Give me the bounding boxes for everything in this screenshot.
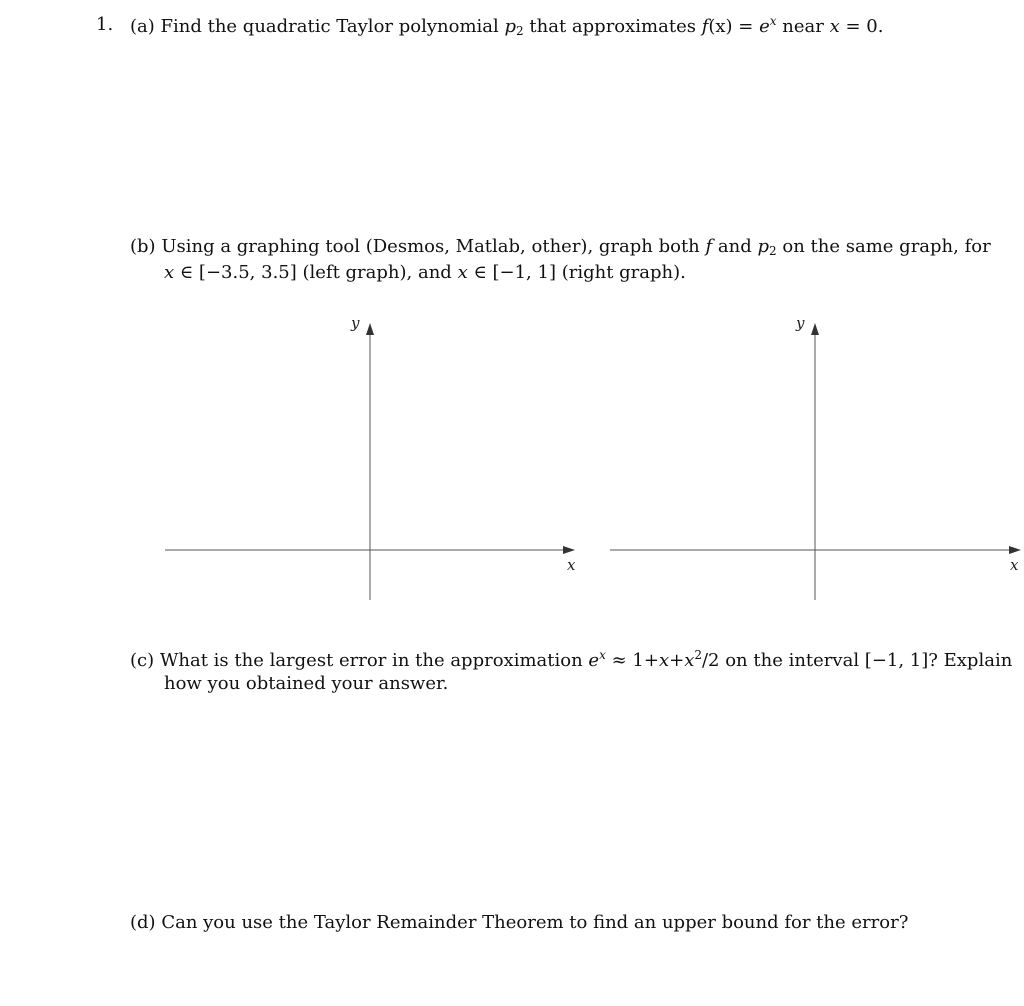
part-b-x2: x — [457, 262, 468, 283]
part-a-e: e — [759, 16, 770, 37]
part-a-fx: (x) = — [708, 16, 754, 37]
part-a-p: p — [504, 16, 517, 37]
part-c-sq: 2 — [694, 648, 702, 662]
left-x-label: x — [567, 556, 576, 574]
right-y-label: y — [796, 314, 805, 332]
part-b-text: Using a graphing tool (Desmos, Matlab, other), graph both — [161, 236, 700, 257]
part-a-x: x — [829, 16, 840, 37]
problem-number: 1. — [96, 14, 114, 35]
part-c-line-1 — [130, 648, 1012, 671]
part-a-eq0: = 0. — [845, 16, 884, 37]
left-y-arrow — [366, 323, 374, 335]
part-c-x1: x — [658, 650, 670, 671]
part-b-x1: x — [164, 262, 175, 283]
part-c-line-2: how you obtained your answer. — [164, 673, 449, 694]
part-c-e: e — [588, 650, 600, 671]
part-a-text-2: that approximates — [529, 16, 696, 37]
right-x-label: x — [1010, 556, 1019, 574]
part-a-f: f — [701, 16, 709, 37]
part-b-text-end: on the same graph, for — [782, 236, 991, 257]
part-b-label: (b) — [130, 236, 156, 257]
part-b-interval-2: ∈ [−1, 1] (right graph). — [473, 262, 686, 283]
left-x-arrow — [563, 546, 575, 554]
right-y-arrow — [811, 323, 819, 335]
part-b-and: and — [717, 236, 752, 257]
part-a-label: (a) — [130, 16, 155, 37]
part-a-e-sup: x — [769, 14, 777, 28]
part-c-approx: ≈ 1+ — [611, 650, 659, 671]
right-x-arrow — [1009, 546, 1021, 554]
part-c-e-sup: x — [599, 648, 606, 662]
left-y-label: y — [351, 314, 360, 332]
part-c-plus: + — [669, 650, 685, 671]
part-d — [130, 912, 908, 933]
part-d-text: Can you use the Taylor Remainder Theorem to find an upper bound for the error? — [161, 912, 909, 933]
part-c-x2: x — [684, 650, 695, 671]
part-c-label: (c) — [130, 650, 155, 671]
part-a-text: Find the quadratic Taylor polynomial — [160, 16, 499, 37]
part-b-p: p — [757, 236, 770, 257]
part-b-p-sub: 2 — [769, 244, 777, 258]
part-a-p-sub: 2 — [516, 24, 524, 38]
part-b-f: f — [705, 236, 713, 257]
part-c-text: What is the largest error in the approximation — [159, 650, 583, 671]
part-d-label: (d) — [130, 912, 156, 933]
part-b-interval-1: ∈ [−3.5, 3.5] (left graph), and — [179, 262, 452, 283]
part-a-near: near — [782, 16, 824, 37]
part-c-text-2: /2 on the interval [−1, 1]? Explain — [701, 650, 1013, 671]
